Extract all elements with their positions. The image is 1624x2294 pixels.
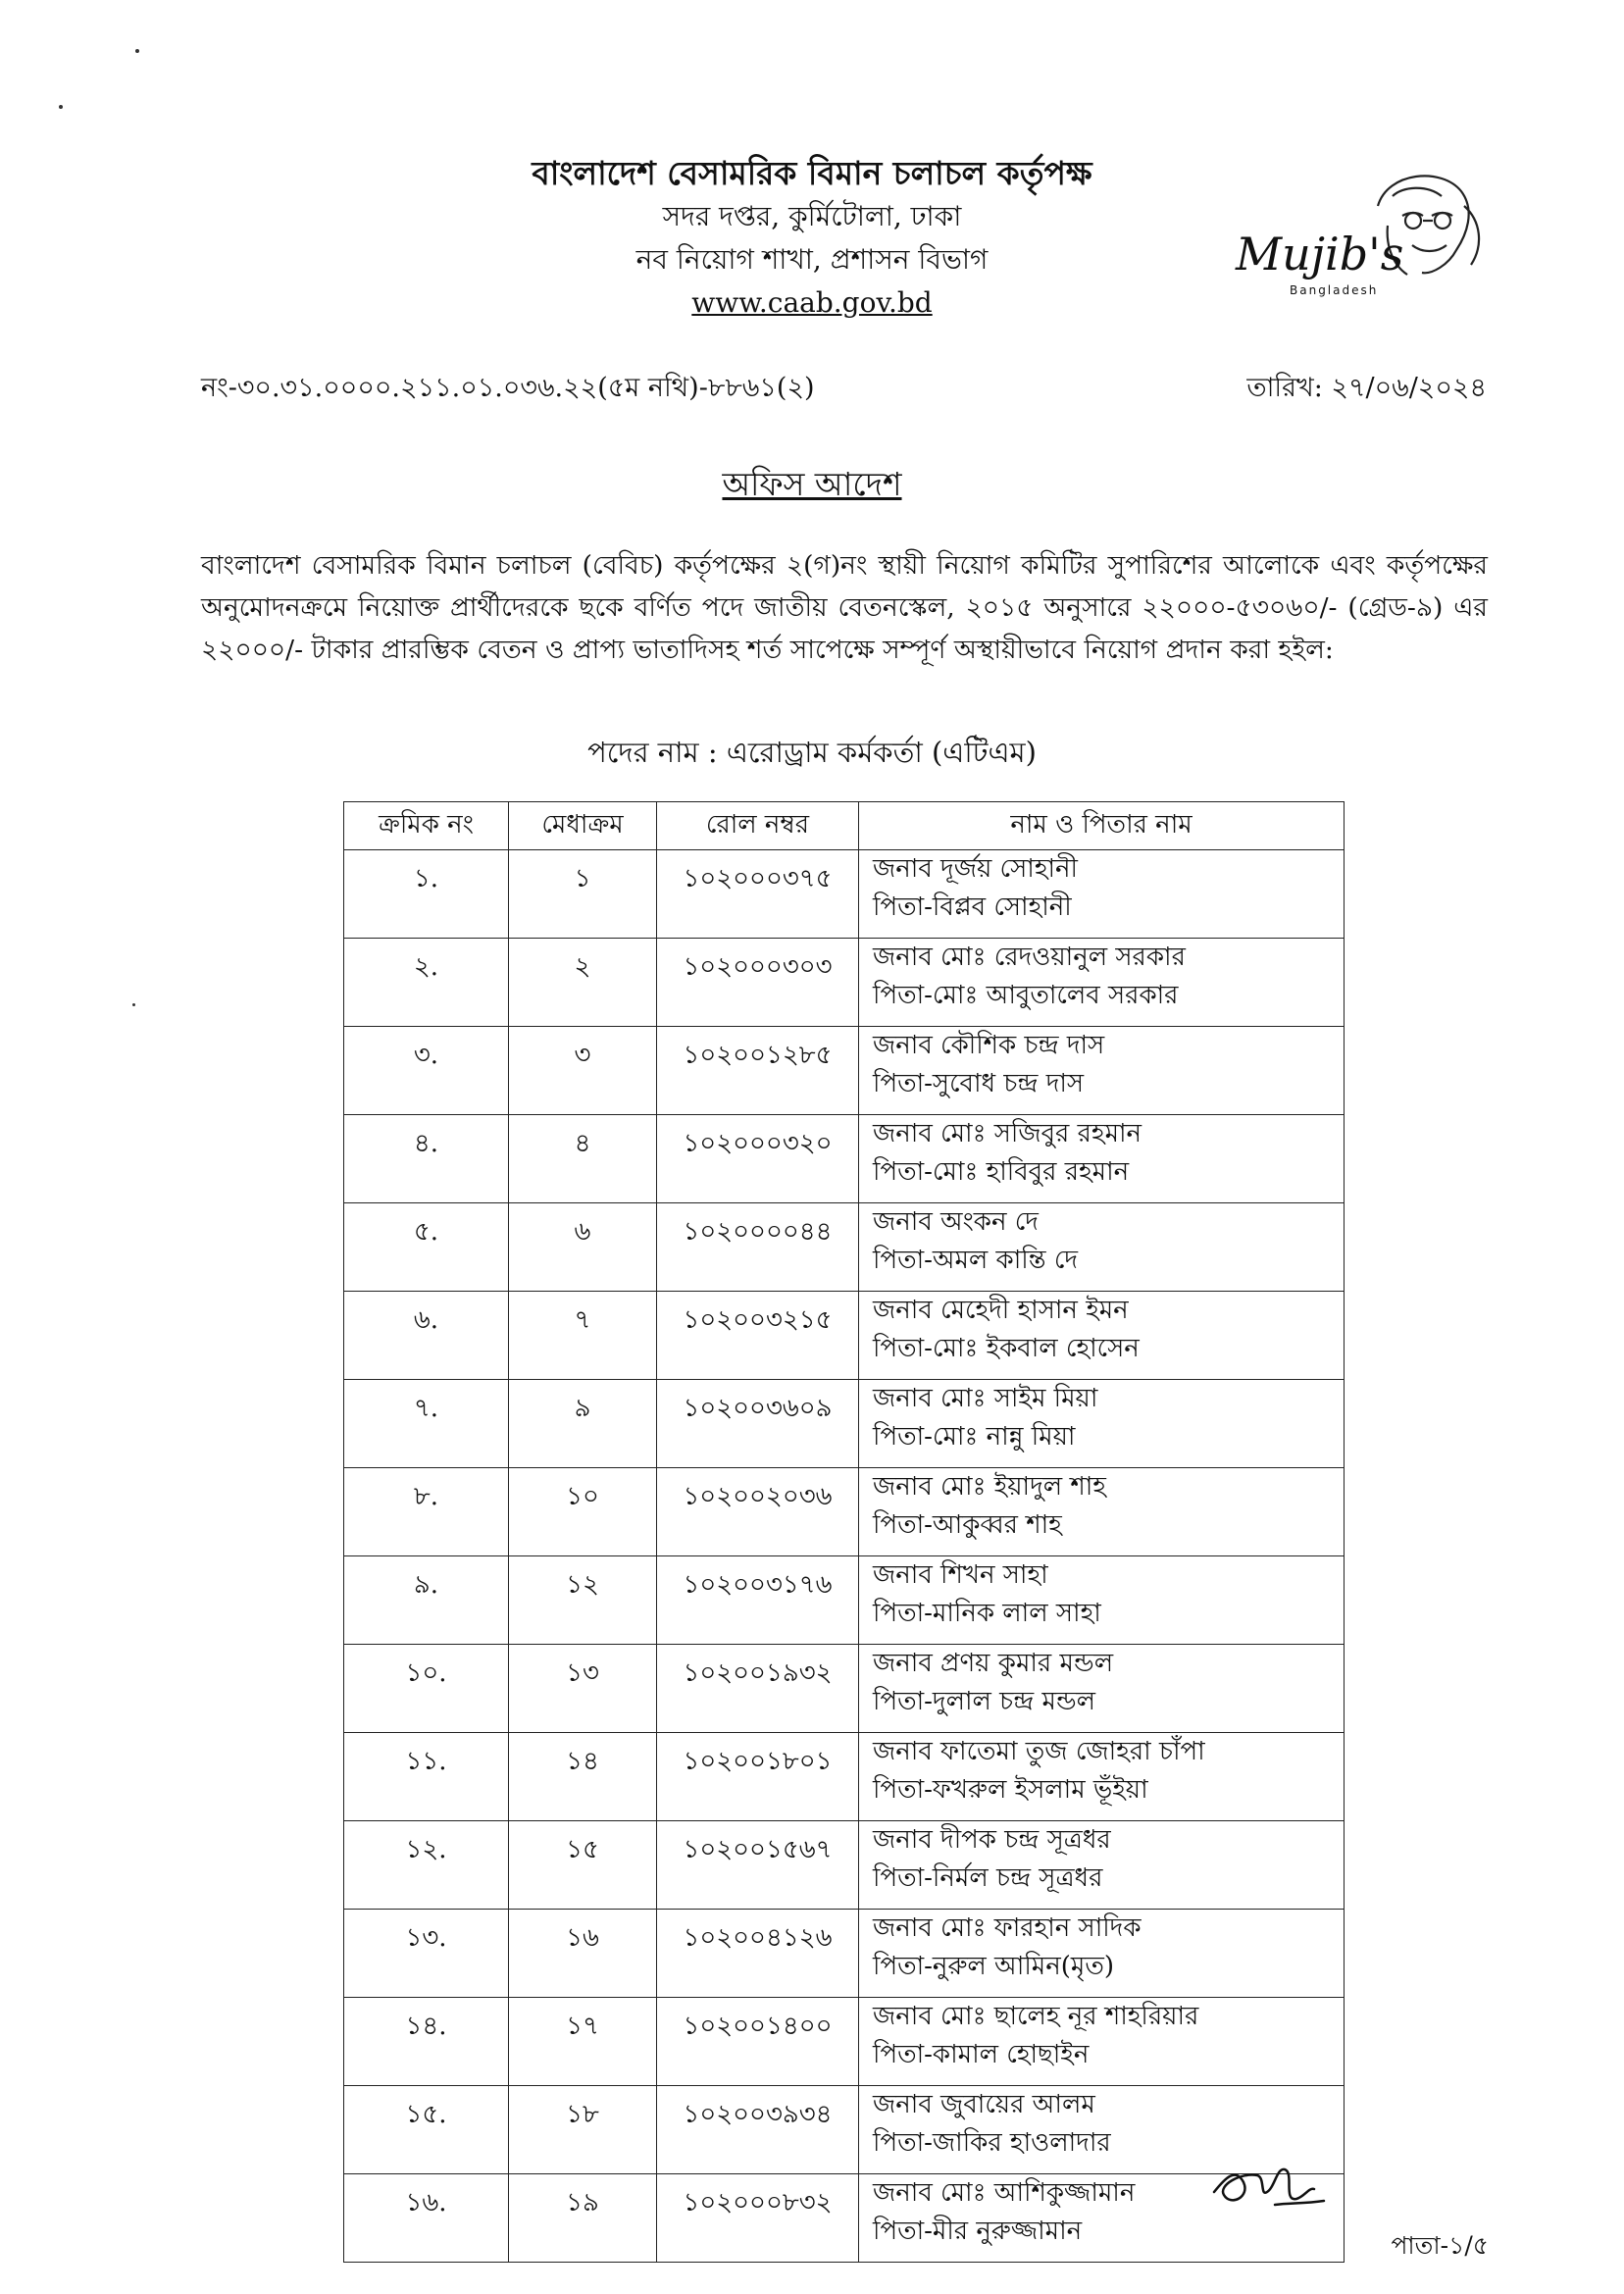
roll-cell: ১০২০০০৩২০	[657, 1115, 859, 1203]
merit-cell: ২	[509, 939, 657, 1027]
serial-cell: ২.	[344, 939, 509, 1027]
roll-cell: ১০২০০০৩৭৫	[657, 850, 859, 939]
table-row	[344, 1115, 1345, 1203]
merit-cell: ১৮	[509, 2086, 657, 2174]
merit-cell: ১৪	[509, 1733, 657, 1821]
table-row	[344, 1027, 1345, 1115]
roll-cell: ১০২০০৪১২৬	[657, 1910, 859, 1998]
name-cell	[859, 939, 1345, 1027]
serial-cell: ১৬.	[344, 2174, 509, 2263]
roll-cell: ১০২০০১২৮৫	[657, 1027, 859, 1115]
father-name: পিতা-কামাল হোছাইন	[873, 2040, 1090, 2069]
memo-number: নং-৩০.৩১.০০০০.২১১.০১.০৩৬.২২(৫ম নথি)-৮৮৬১(২)	[201, 373, 815, 403]
serial-cell: ৩.	[344, 1027, 509, 1115]
name-cell	[859, 1468, 1345, 1556]
issue-date: তারিখ: ২৭/০৬/২০২৪	[1246, 373, 1487, 403]
page-number: পাতা-১/৫	[1391, 2231, 1489, 2260]
candidate-name: জনাব মোঃ রেদওয়ানুল সরকার	[873, 943, 1186, 972]
father-name: পিতা-জাকির হাওলাদার	[873, 2128, 1111, 2158]
roll-cell: ১০২০০০৮৩২	[657, 2174, 859, 2263]
father-name: পিতা-মানিক লাল সাহা	[873, 1599, 1101, 1628]
father-name: পিতা-আকুব্বর শাহ	[873, 1510, 1062, 1540]
candidate-name: জনাব মোঃ ইয়াদুল শাহ	[873, 1472, 1106, 1502]
post-title: পদের নাম : এরোড্রাম কর্মকর্তা (এটিএম)	[587, 736, 1037, 769]
table-row	[344, 2174, 1345, 2263]
candidate-name: জনাব মোঃ ফারহান সাদিক	[873, 1913, 1142, 1943]
serial-cell: ১১.	[344, 1733, 509, 1821]
merit-cell: ১৩	[509, 1645, 657, 1733]
father-name: পিতা-মোঃ আবুতালেব সরকার	[873, 981, 1179, 1010]
logo-wordmark: Mujib's	[1236, 228, 1404, 280]
scan-speck	[59, 105, 63, 109]
name-cell	[859, 1910, 1345, 1998]
table-row	[344, 1645, 1345, 1733]
merit-cell: ১০	[509, 1468, 657, 1556]
candidate-name: জনাব ফাতেমা তুজ জোহরা চাঁপা	[873, 1737, 1205, 1766]
logo-subtext: Bangladesh	[1290, 283, 1379, 297]
serial-cell: ১০.	[344, 1645, 509, 1733]
name-cell	[859, 850, 1345, 939]
candidate-name: জনাব জুবায়ের আলম	[873, 2090, 1095, 2119]
roll-cell: ১০২০০১৮০১	[657, 1733, 859, 1821]
candidate-name: জনাব মোঃ আশিকুজ্জামান	[873, 2178, 1136, 2208]
serial-cell: ৪.	[344, 1115, 509, 1203]
father-name: পিতা-মোঃ হাবিবুর রহমান	[873, 1157, 1130, 1187]
name-cell	[859, 1380, 1345, 1468]
document-title: অফিস আদেশ	[722, 465, 902, 503]
merit-cell: ৩	[509, 1027, 657, 1115]
father-name: পিতা-অমল কান্তি দে	[873, 1246, 1079, 1275]
serial-cell: ১৪.	[344, 1998, 509, 2086]
roll-cell: ১০২০০৩৬০৯	[657, 1380, 859, 1468]
signature	[1206, 2148, 1334, 2217]
merit-cell: ১৯	[509, 2174, 657, 2263]
scan-speck	[135, 49, 139, 53]
table-row	[344, 1821, 1345, 1910]
header-merit: মেধাক্রম	[509, 802, 657, 850]
father-name: পিতা-বিপ্লব সোহানী	[873, 892, 1072, 922]
candidate-name: জনাব কৌশিক চন্দ্র দাস	[873, 1031, 1105, 1060]
candidate-name: জনাব দূর্জয় সোহানী	[873, 854, 1078, 884]
roll-cell: ১০২০০০০৪৪	[657, 1203, 859, 1292]
roll-cell: ১০২০০৩৯৩৪	[657, 2086, 859, 2174]
serial-cell: ৫.	[344, 1203, 509, 1292]
roll-cell: ১০২০০৩২১৫	[657, 1292, 859, 1380]
office-address: সদর দপ্তর, কুর্মিটোলা, ঢাকা	[662, 200, 962, 232]
serial-cell: ১৩.	[344, 1910, 509, 1998]
serial-cell: ৯.	[344, 1556, 509, 1645]
roll-cell: ১০২০০৩১৭৬	[657, 1556, 859, 1645]
serial-cell: ১২.	[344, 1821, 509, 1910]
father-name: পিতা-দুলাল চন্দ্র মন্ডল	[873, 1687, 1096, 1716]
merit-cell: ৯	[509, 1380, 657, 1468]
roll-cell: ১০২০০১৪০০	[657, 1998, 859, 2086]
candidate-name: জনাব মোঃ ছালেহ নূর শাহরিয়ার	[873, 2002, 1199, 2031]
serial-cell: ৭.	[344, 1380, 509, 1468]
father-name: পিতা-সুবোধ চন্দ্র দাস	[873, 1069, 1085, 1098]
table-row	[344, 1292, 1345, 1380]
serial-cell: ৮.	[344, 1468, 509, 1556]
website-link[interactable]: www.caab.gov.bd	[691, 286, 933, 319]
father-name: পিতা-নুরুল আমিন(মৃত)	[873, 1952, 1114, 1981]
table-row	[344, 1733, 1345, 1821]
table-row	[344, 1468, 1345, 1556]
organization-name: বাংলাদেশ বেসামরিক বিমান চলাচল কর্তৃপক্ষ	[532, 154, 1092, 192]
name-cell	[859, 1821, 1345, 1910]
name-cell	[859, 1645, 1345, 1733]
merit-cell: ৪	[509, 1115, 657, 1203]
mujibs-bangladesh-logo	[1231, 167, 1496, 314]
candidate-name: জনাব দীপক চন্দ্র সূত্রধর	[873, 1825, 1111, 1855]
roll-cell: ১০২০০০৩০৩	[657, 939, 859, 1027]
merit-cell: ৭	[509, 1292, 657, 1380]
table-row	[344, 1910, 1345, 1998]
father-name: পিতা-মীর নুরুজ্জামান	[873, 2217, 1083, 2246]
header-name: নাম ও পিতার নাম	[859, 802, 1345, 850]
serial-cell: ৬.	[344, 1292, 509, 1380]
merit-cell: ১৭	[509, 1998, 657, 2086]
order-body: বাংলাদেশ বেসামরিক বিমান চলাচল (বেবিচ) কর্তৃপক্ষের ২(গ)নং স্থায়ী নিয়োগ কমিটির সুপারিশের আলোকে এবং কর্তৃপক্ষের অনুমোদনক্রমে নিয়োক্ত প্রার্থীদেরকে ছকে বর্ণিত পদে জাতীয় বেতনস্কেল, ২০১৫ অনুসারে ২২০০০-৫৩০৬০/- (গ্রেড-৯) এর ২২০০০/- টাকার প্রারম্ভিক বেতন ও প্রাপ্য ভাতাদিসহ শর্ত সাপেক্ষে সম্পূর্ণ অস্থায়ীভাবে নিয়োগ প্রদান করা হইল:	[201, 550, 1488, 665]
name-cell	[859, 1556, 1345, 1645]
table-row	[344, 1998, 1345, 2086]
candidate-name: জনাব মেহেদী হাসান ইমন	[873, 1296, 1129, 1325]
candidate-name: জনাব শিখন সাহা	[873, 1560, 1048, 1590]
header-roll: রোল নম্বর	[657, 802, 859, 850]
roll-cell: ১০২০০১৯৩২	[657, 1645, 859, 1733]
serial-cell: ১.	[344, 850, 509, 939]
merit-cell: ১৬	[509, 1910, 657, 1998]
section-name: নব নিয়োগ শাখা, প্রশাসন বিভাগ	[635, 243, 989, 276]
name-cell	[859, 1027, 1345, 1115]
candidate-name: জনাব অংকন দে	[873, 1207, 1039, 1237]
table-header-row	[344, 802, 1345, 850]
header-serial: ক্রমিক নং	[344, 802, 509, 850]
merit-cell: ১৫	[509, 1821, 657, 1910]
table-row	[344, 850, 1345, 939]
roll-cell: ১০২০০১৫৬৭	[657, 1821, 859, 1910]
father-name: পিতা-নির্মল চন্দ্র সূত্রধর	[873, 1863, 1103, 1893]
name-cell	[859, 1292, 1345, 1380]
candidate-name: জনাব মোঃ সাইম মিয়া	[873, 1384, 1098, 1413]
serial-cell: ১৫.	[344, 2086, 509, 2174]
name-cell	[859, 1998, 1345, 2086]
father-name: পিতা-ফখরুল ইসলাম ভূঁইয়া	[873, 1775, 1148, 1805]
scan-speck	[132, 1003, 135, 1006]
name-cell	[859, 1733, 1345, 1821]
father-name: পিতা-মোঃ নান্নু মিয়া	[873, 1422, 1076, 1452]
table-row	[344, 1203, 1345, 1292]
appointee-table	[343, 801, 1345, 2263]
name-cell	[859, 1203, 1345, 1292]
roll-cell: ১০২০০২০৩৬	[657, 1468, 859, 1556]
table-row	[344, 1556, 1345, 1645]
merit-cell: ১	[509, 850, 657, 939]
merit-cell: ১২	[509, 1556, 657, 1645]
table-row	[344, 939, 1345, 1027]
name-cell	[859, 1115, 1345, 1203]
table-row	[344, 1380, 1345, 1468]
table-row	[344, 2086, 1345, 2174]
candidate-name: জনাব মোঃ সজিবুর রহমান	[873, 1119, 1142, 1148]
candidate-name: জনাব প্রণয় কুমার মন্ডল	[873, 1649, 1114, 1678]
father-name: পিতা-মোঃ ইকবাল হোসেন	[873, 1334, 1140, 1363]
merit-cell: ৬	[509, 1203, 657, 1292]
